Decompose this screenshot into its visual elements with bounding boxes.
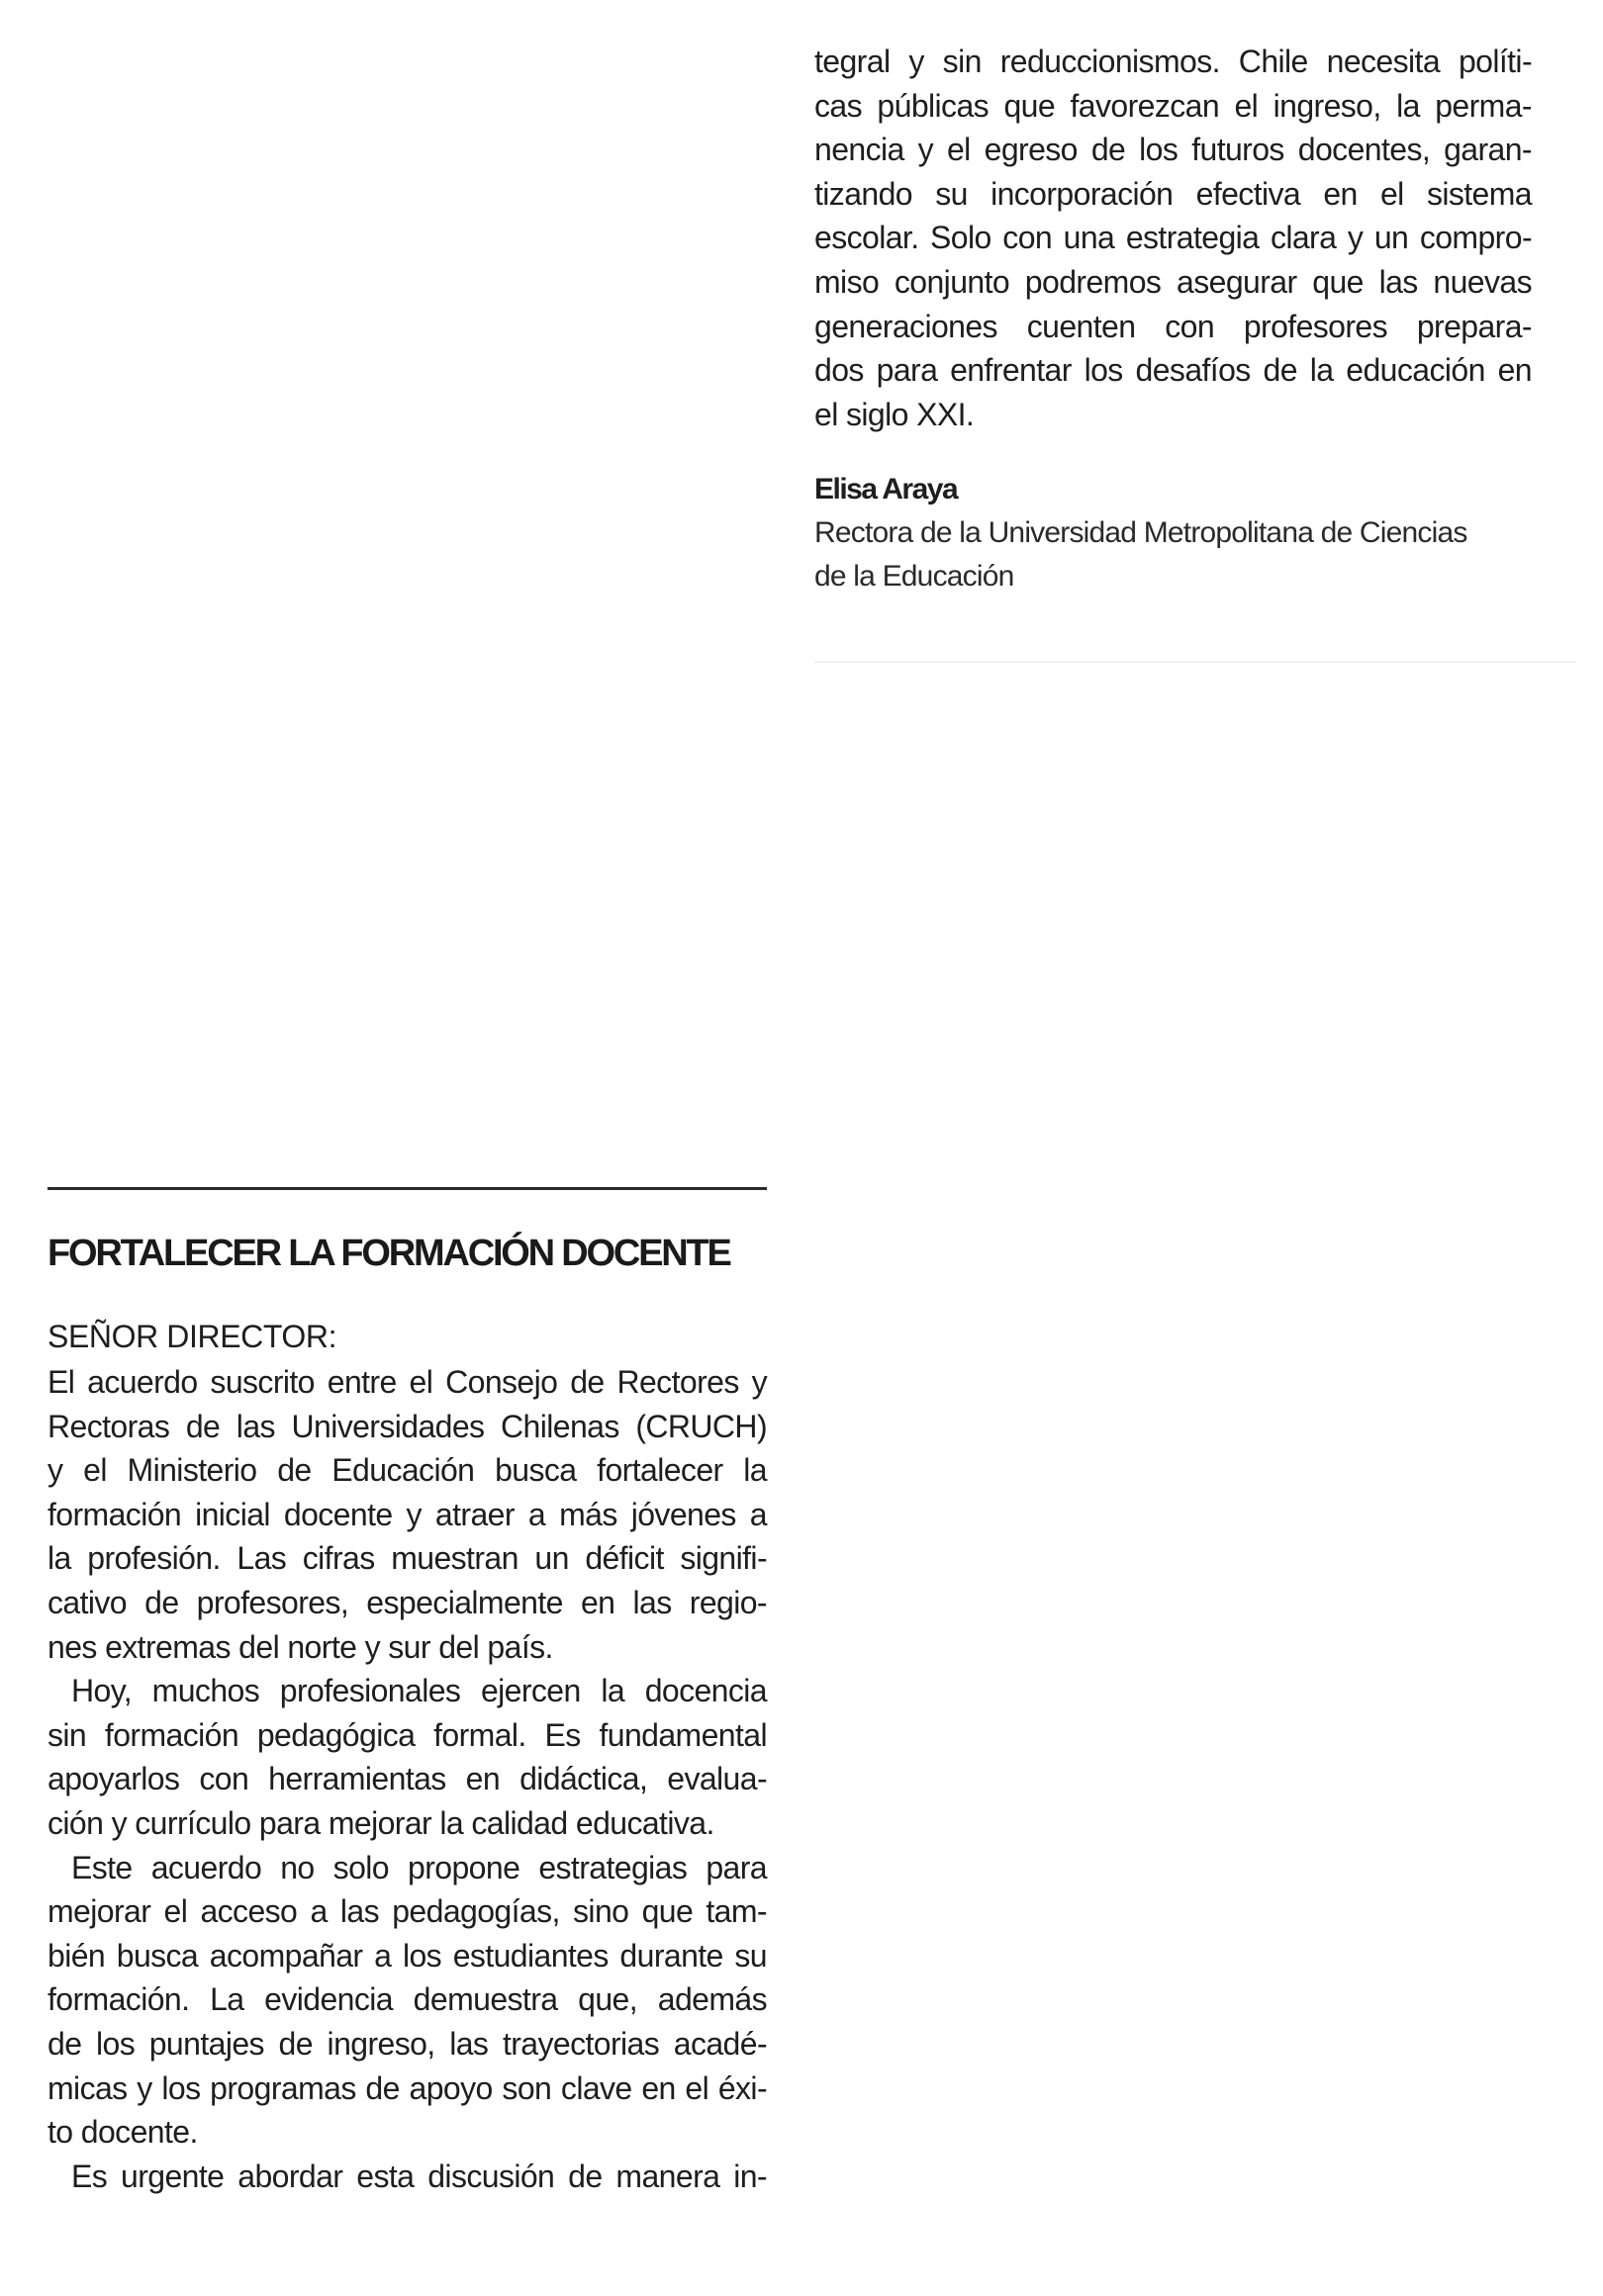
body-line: nes extremas del norte y sur del país.: [47, 1628, 553, 1665]
author-name: Elisa Araya: [814, 473, 958, 506]
body-line: Hoy, muchos profesionales ejercen la docencia: [71, 1673, 767, 1709]
body-line: tegral y sin reduccionismos. Chile necesita políti-: [814, 44, 1532, 79]
body-line: escolar. Solo con una estrategia clara y un compro-: [814, 220, 1532, 256]
body-line: de los puntajes de ingreso, las trayectorias acadé-: [47, 2025, 767, 2062]
author-role: de la Educación: [814, 560, 1014, 594]
body-line: tizando su incorporación efectiva en el sistema: [814, 175, 1532, 212]
body-line: miso conjunto podremos asegurar que las nuevas: [814, 263, 1532, 300]
body-line: mejorar el acceso a las pedagogías, sino que tam-: [47, 1893, 767, 1930]
body-line: la profesión. Las cifras muestran un déficit signifi-: [47, 1540, 767, 1577]
body-line: apoyarlos con herramientas en didáctica, evalua-: [47, 1761, 767, 1797]
body-line: y el Ministerio de Educación busca fortalecer la: [47, 1452, 767, 1489]
column-divider: [814, 661, 1576, 663]
author-role: Rectora de la Universidad Metropolitana de Ciencias: [814, 516, 1467, 550]
body-line: el siglo XXI.: [814, 396, 975, 432]
body-line: cativo de profesores, especialmente en las regio-: [47, 1584, 767, 1620]
salutation: SEÑOR DIRECTOR:: [47, 1319, 337, 1354]
body-line: micas y los programas de apoyo son clave en el éxi-: [47, 2069, 767, 2106]
body-line: El acuerdo suscrito entre el Consejo de Rectores y: [47, 1364, 767, 1400]
body-line: to docente.: [47, 2114, 198, 2151]
body-line: generaciones cuenten con profesores prepara-: [814, 308, 1532, 344]
signature-block: [814, 468, 1532, 598]
section-rule: [47, 1187, 767, 1190]
body-line: sin formación pedagógica formal. Es fundamental: [47, 1716, 767, 1753]
body-line: ción y currículo para mejorar la calidad educativa.: [47, 1804, 714, 1841]
body-line: bién busca acompañar a los estudiantes durante su: [47, 1937, 767, 1974]
body-line: Es urgente abordar esta discusión de manera in-: [71, 2158, 767, 2194]
body-line: dos para enfrentar los desafíos de la educación en: [814, 352, 1532, 389]
letter-title: FORTALECER LA FORMACIÓN DOCENTE: [47, 1233, 730, 1274]
body-line: Rectoras de las Universidades Chilenas (CRUCH): [47, 1408, 767, 1444]
body-line: cas públicas que favorezcan el ingreso, la perma-: [814, 87, 1532, 124]
body-line: nencia y el egreso de los futuros docentes, garan-: [814, 132, 1532, 168]
body-line: formación. La evidencia demuestra que, además: [47, 1981, 767, 2018]
letter: [47, 1187, 767, 2198]
body-line: Este acuerdo no solo propone estrategias para: [71, 1849, 767, 1885]
body-line: formación inicial docente y atraer a más jóvenes a: [47, 1496, 767, 1532]
letter-continuation: [814, 40, 1532, 598]
